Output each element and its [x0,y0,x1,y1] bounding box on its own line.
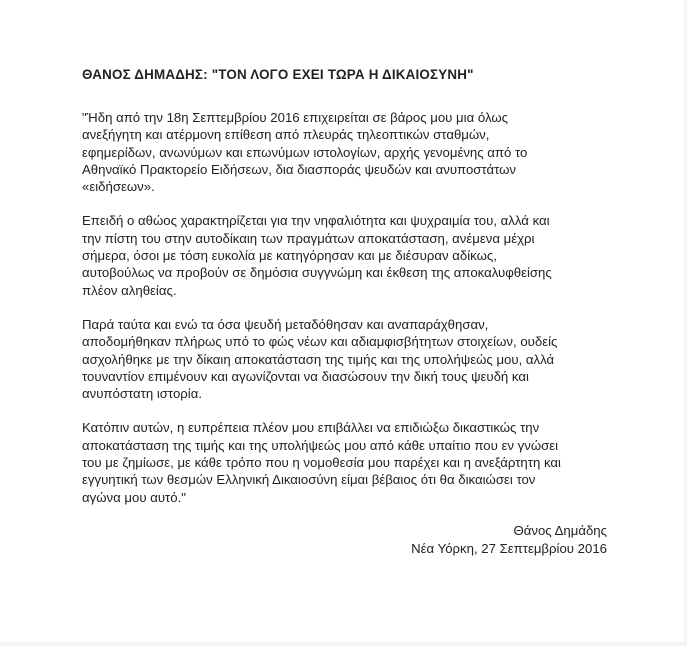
document-body [82,66,627,523]
paragraph-line: «ειδήσεων». [82,179,155,195]
paragraph-line: του με ζημίωσε, με κάθε τρόπο που η νομοθεσία μου παρέχει και η ανεξάρτητη και [82,455,561,471]
paragraph-line: πλέον αληθείας. [82,282,177,298]
paragraph-line: Επειδή ο αθώος χαρακτηρίζεται για την νηφαλιότητα και ψυχραιμία του, αλλά και [82,213,550,229]
paragraph-line: την πίστη του στην αυτοδίκαιη των πραγμάτων αποκατάσταση, ανέμενα μέχρι [82,230,535,246]
paragraph-2 [82,212,627,298]
paragraph-line: αποκατάσταση της τιμής και της υπολήψεώς μου από κάθε υπαίτιο που εν γνώσει [82,437,559,453]
page-bottom-divider [0,642,687,646]
paragraph-line: αποδομήθηκαν πλήρως υπό το φώς νέων και αδιαμφισβήτητων στοιχείων, ουδείς [82,334,558,350]
paragraph-line: Κατόπιν αυτών, η ευπρέπεια πλέον μου επιβάλλει να επιδιώξω δικαστικώς την [82,420,540,436]
signature-place-date: Νέα Υόρκη, 27 Σεπτεμβρίου 2016 [411,541,607,556]
signature-name: Θάνος Δημάδης [513,523,607,538]
paragraph-line: αυτοβούλως να προβούν σε δημόσια συγγνώμη και έκθεση της αποκαλυφθείσης [82,265,552,281]
paragraph-line: εφημερίδων, ανωνύμων και επωνύμων ιστολογίων, αρχής γενομένης από το [82,144,528,160]
paragraph-line: Αθηναϊκό Πρακτορείο Ειδήσεων, δια διασποράς ψευδών και ανυποστάτων [82,161,516,177]
paragraph-line: ανυπόστατη ιστορία. [82,386,203,402]
document-title: ΘΑΝΟΣ ΔΗΜΑΔΗΣ: "ΤΟΝ ΛΟΓΟ ΕΧΕΙ ΤΩΡΑ Η ΔΙΚΑΙΟΣΥΝΗ" [82,67,474,82]
paragraph-1 [82,109,627,195]
paragraph-line: αγώνα μου αυτό." [82,489,186,505]
paragraph-3 [82,316,627,402]
paragraph-line: Παρά ταύτα και ενώ τα όσα ψευδή μεταδόθησαν και αναπαράχθησαν, [82,316,489,332]
paragraph-line: ανεξήγητη και ατέρμονη επίθεση από πλευράς τηλεοπτικών σταθμών, [82,127,490,143]
paragraph-line: ασχολήθηκε με την δίκαιη αποκατάσταση της τιμής και της υπολήψεώς μου, αλλά [82,351,555,367]
paragraph-line: τουναντίον επιμένουν και αγωνίζονται να διασώσουν την δική τους ψευδή και [82,368,529,384]
paragraph-line: εγγυητική των θεσμών Ελληνική Δικαιοσύνη είμαι βέβαιος ότι θα δικαιώσει τον [82,472,536,488]
paragraph-line: "Ήδη από την 18η Σεπτεμβρίου 2016 επιχειρείται σε βάρος μου μια όλως [82,110,508,125]
paragraph-line: σήμερα, όσοι με τόση ευκολία με κατηγόρησαν και με διέσυραν αδίκως, [82,248,497,264]
signature-block [411,522,607,558]
paragraph-4 [82,419,627,505]
